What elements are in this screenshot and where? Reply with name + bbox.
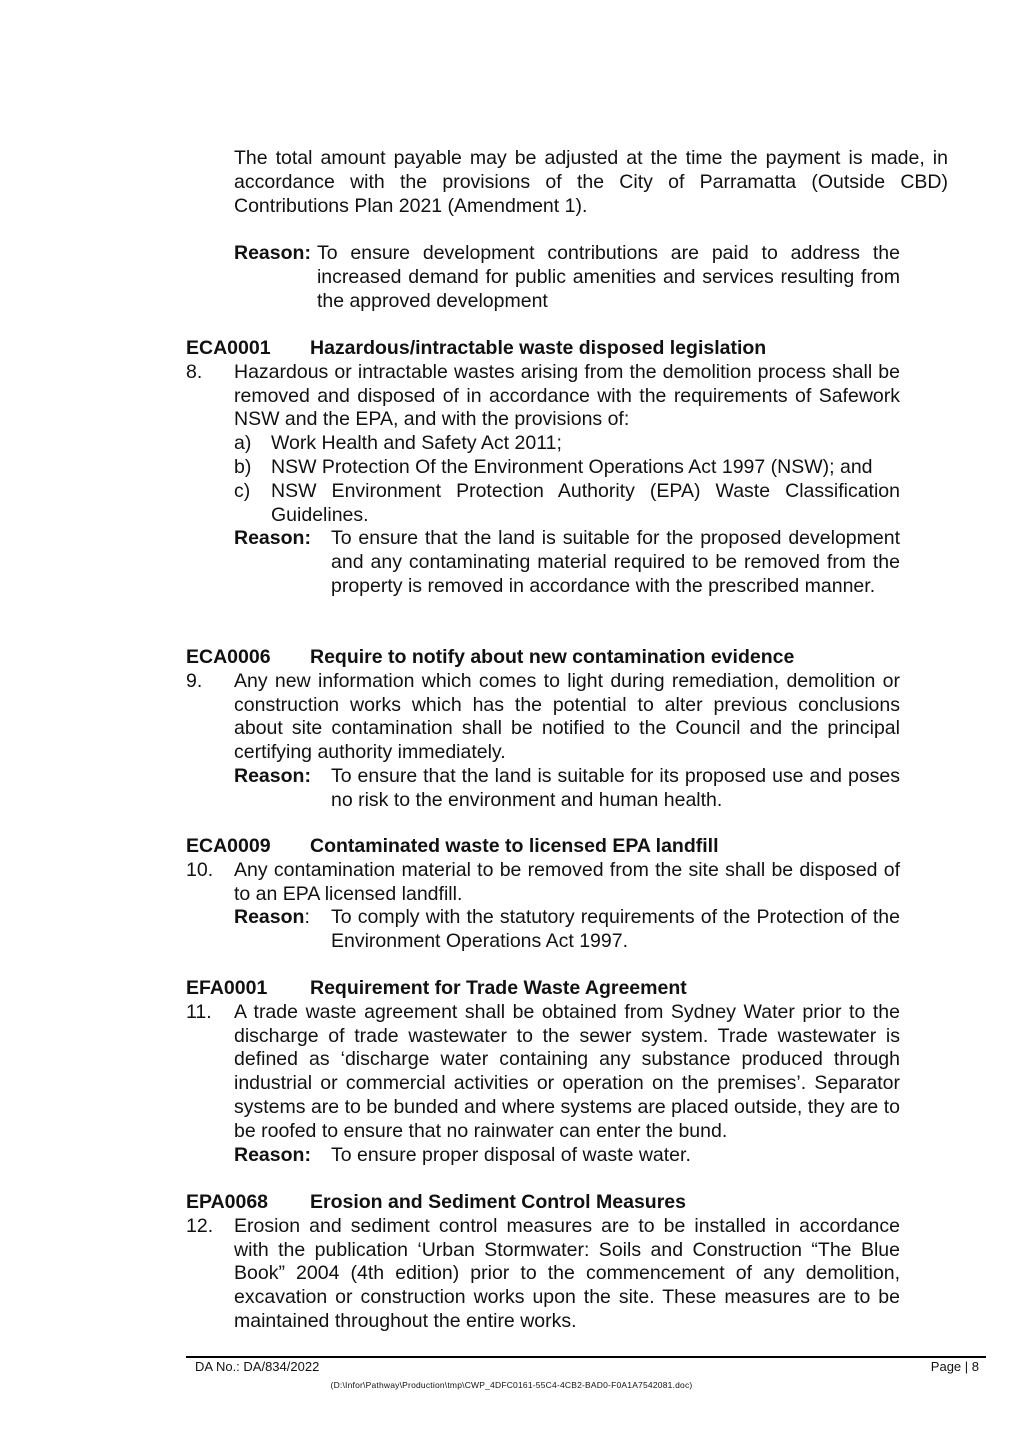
footer-file-path: (D:\Infor\Pathway\Production\tmp\CWP_4DFC0161-55C4-4CB2-BAD0-F0A1A7542081.doc): [330, 1380, 693, 1390]
intro-paragraph: [186, 147, 948, 218]
sub-item: [186, 456, 900, 480]
sub-item: [186, 432, 900, 456]
reason-label: Reason:: [234, 527, 311, 550]
condition-title: Hazardous/intractable waste disposed legislation: [310, 337, 767, 359]
reason-label: Reason:: [234, 764, 311, 787]
condition-reason: [186, 906, 900, 954]
condition-heading: [186, 835, 900, 859]
condition-code: ECA0006: [186, 646, 271, 668]
condition-heading: [186, 1191, 900, 1215]
condition-reason: [186, 1144, 900, 1168]
sub-item-label: a): [234, 432, 252, 455]
reason-text: To ensure development contributions are paid to address the increased demand for public amenities and services resulting from the approved development: [316, 242, 900, 312]
condition-text: Any new information which comes to light during remediation, demolition or construction works which has the potential to alter previous conclusions about site contamination shall be notified to the Council and the principal certifying authority immediately.: [234, 669, 900, 764]
condition-title: Requirement for Trade Waste Agreement: [310, 977, 687, 999]
sub-item-label: b): [234, 455, 252, 478]
condition-item: [186, 361, 900, 432]
condition-item: [186, 670, 900, 765]
condition-heading: [186, 977, 900, 1001]
condition-number: 10.: [186, 858, 214, 881]
condition-item: [186, 859, 900, 907]
reason-text: To ensure that the land is suitable for its proposed use and poses no risk to the environment and human health.: [331, 764, 900, 811]
condition-code: ECA0001: [186, 337, 271, 359]
reason-label: Reason:: [234, 242, 311, 264]
sub-item-text: Work Health and Safety Act 2011;: [271, 432, 562, 455]
condition-title: Require to notify about new contamination evidence: [310, 646, 795, 668]
condition-code: ECA0009: [186, 835, 271, 857]
condition-eca0006: [186, 646, 900, 813]
condition-reason: [186, 527, 900, 598]
condition-title: Contaminated waste to licensed EPA landfill: [310, 835, 719, 857]
footer-da-number: DA No.: DA/834/2022: [195, 1359, 320, 1374]
intro-text: The total amount payable may be adjusted at the time the payment is made, in accordance with the provisions of the City of Parramatta (Outside CBD) Contributions Plan 2021 (Amendment 1).: [234, 147, 948, 217]
condition-item: [186, 1215, 900, 1334]
condition-number: 9.: [186, 669, 203, 692]
reason-label: Reason:: [234, 906, 310, 929]
condition-eca0009: [186, 835, 900, 954]
condition-epa0068: [186, 1191, 900, 1334]
reason-label: Reason:: [234, 1143, 311, 1166]
condition-item: [186, 1001, 900, 1144]
condition-code: EPA0068: [186, 1191, 269, 1213]
condition-title: Erosion and Sediment Control Measures: [310, 1191, 686, 1213]
reason-text: To comply with the statutory requirements of the Protection of the Environment Operations Act 1997.: [331, 906, 900, 953]
reason-text: To ensure proper disposal of waste water.: [331, 1143, 691, 1166]
footer-page-number: Page | 8: [930, 1359, 979, 1374]
condition-number: 11.: [186, 1000, 212, 1023]
condition-efa0001: [186, 977, 900, 1167]
condition-text: Hazardous or intractable wastes arising from the demolition process shall be removed and disposed of in accordance with the requirements of Safework NSW and the EPA, and with the provisions of:: [234, 360, 900, 431]
condition-number: 8.: [186, 360, 203, 383]
reason-text: To ensure that the land is suitable for the proposed development and any contaminating material required to be removed from the property is removed in accordance with the prescribed manner.: [331, 527, 900, 597]
condition-number: 12.: [186, 1214, 214, 1237]
condition-heading: [186, 337, 900, 361]
sub-item: [186, 480, 900, 528]
sub-item-label: c): [234, 479, 251, 502]
footer-divider: [186, 1356, 986, 1358]
intro-reason: [186, 242, 900, 313]
condition-reason: [186, 765, 900, 813]
condition-heading: [186, 646, 900, 670]
sub-item-text: NSW Protection Of the Environment Operations Act 1997 (NSW); and: [271, 455, 873, 478]
condition-code: EFA0001: [186, 977, 268, 999]
condition-text: A trade waste agreement shall be obtained from Sydney Water prior to the discharge of trade wastewater to the sewer system. Trade wastewater is defined as ‘discharge water containing any substance produced through industrial or commercial activities or operation on the premises’. Separator systems are to be bunded and where systems are placed outside, they are to be roofed to ensure that no rainwater can enter the bund.: [234, 1000, 900, 1142]
condition-text: Any contamination material to be removed from the site shall be disposed of to an EPA licensed landfill.: [234, 858, 900, 905]
condition-eca0001: [186, 337, 900, 599]
sub-item-text: NSW Environment Protection Authority (EPA) Waste Classification Guidelines.: [271, 479, 900, 526]
condition-text: Erosion and sediment control measures are to be installed in accordance with the publication ‘Urban Stormwater: Soils and Construction “The Blue Book” 2004 (4th edition) prior to the commencement of any demolition, excavation or construction works upon the site. These measures are to be maintained throughout the entire works.: [234, 1214, 900, 1332]
